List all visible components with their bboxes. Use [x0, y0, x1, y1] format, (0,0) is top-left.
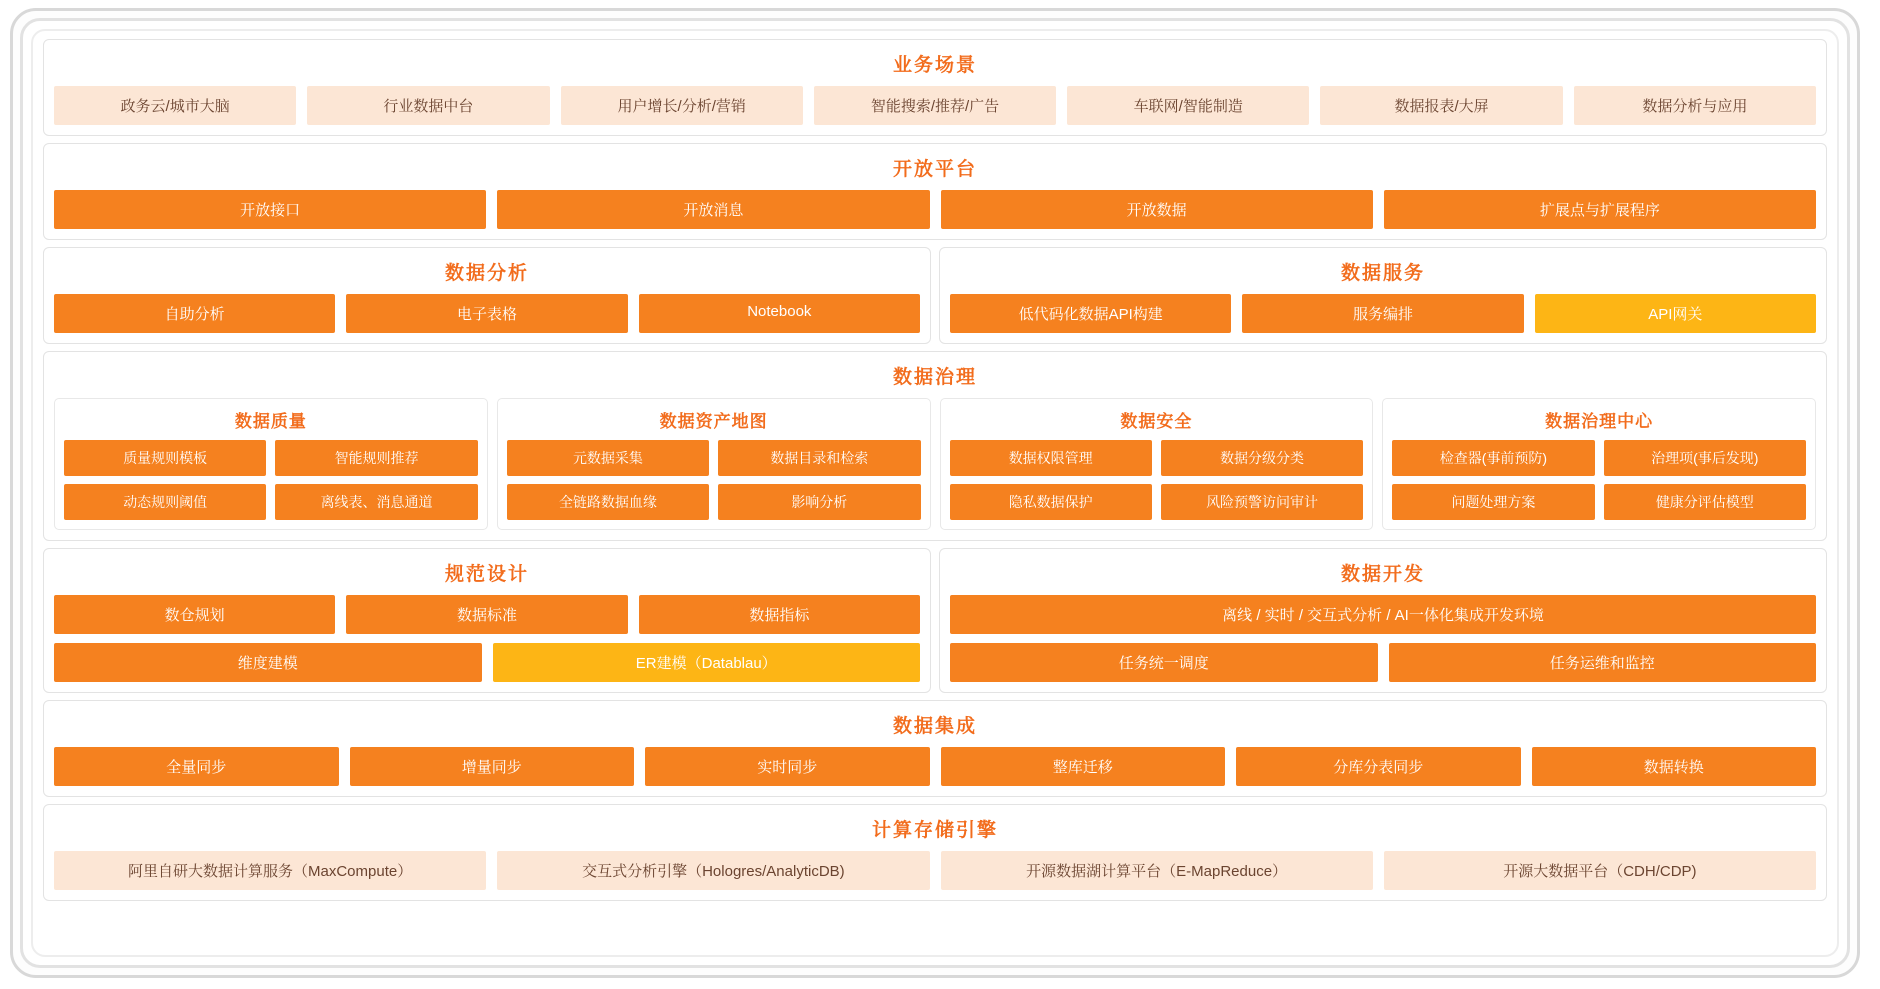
- standard-design-item[interactable]: 数据指标: [639, 595, 920, 634]
- data-service-row: [950, 294, 1816, 333]
- data-asset-map-item[interactable]: 影响分析: [718, 484, 920, 520]
- group-title-data-governance-center: 数据治理中心: [1545, 412, 1654, 431]
- group-data-security: [940, 398, 1374, 530]
- data-governance-center-item[interactable]: 健康分评估模型: [1604, 484, 1806, 520]
- data-development-row-1: [950, 595, 1816, 634]
- group-title-data-asset-map: 数据资产地图: [659, 412, 768, 431]
- data-governance-center-row: [1392, 484, 1806, 520]
- layer-open-platform: [43, 143, 1827, 240]
- data-quality-item[interactable]: 质量规则模板: [64, 440, 266, 476]
- data-quality-row: [64, 440, 478, 476]
- open-platform-item[interactable]: 扩展点与扩展程序: [1384, 190, 1816, 229]
- data-security-item[interactable]: 隐私数据保护: [950, 484, 1152, 520]
- open-platform-item[interactable]: 开放消息: [497, 190, 929, 229]
- open-platform-item[interactable]: 开放数据: [941, 190, 1373, 229]
- layer-title-compute-storage-engine: 计算存储引擎: [871, 820, 998, 841]
- layer-title-data-development: 数据开发: [1340, 564, 1425, 585]
- layer-data-analysis: [43, 247, 931, 344]
- design-development-split: [43, 548, 1827, 693]
- layer-title-data-governance: 数据治理: [892, 367, 977, 388]
- data-quality-item[interactable]: 智能规则推荐: [275, 440, 477, 476]
- data-integration-item[interactable]: 整库迁移: [941, 747, 1226, 786]
- open-platform-item[interactable]: 开放接口: [54, 190, 486, 229]
- data-asset-map-item[interactable]: 元数据采集: [507, 440, 709, 476]
- business-item[interactable]: 用户增长/分析/营销: [561, 86, 803, 125]
- compute-storage-item[interactable]: 开源大数据平台（CDH/CDP): [1384, 851, 1816, 890]
- data-security-row: [950, 484, 1364, 520]
- diagram-inner-frame: [31, 29, 1839, 957]
- layer-title-data-analysis: 数据分析: [444, 263, 529, 284]
- data-analysis-item[interactable]: Notebook: [639, 294, 920, 333]
- group-data-governance-center: [1382, 398, 1816, 530]
- data-integration-item[interactable]: 增量同步: [350, 747, 635, 786]
- business-item[interactable]: 智能搜索/推荐/广告: [814, 86, 1056, 125]
- business-item[interactable]: 行业数据中台: [307, 86, 549, 125]
- layer-title-standard-design: 规范设计: [444, 564, 529, 585]
- layer-title-business-scenarios: 业务场景: [892, 55, 977, 76]
- data-governance-groups: [54, 398, 1816, 530]
- standard-design-row-1: [54, 595, 920, 634]
- data-quality-item[interactable]: 动态规则阈值: [64, 484, 266, 520]
- business-scenarios-row: [54, 86, 1816, 125]
- data-governance-center-item[interactable]: 检查器(事前预防): [1392, 440, 1594, 476]
- data-integration-item[interactable]: 全量同步: [54, 747, 339, 786]
- group-data-asset-map: [497, 398, 931, 530]
- data-security-item[interactable]: 数据分级分类: [1161, 440, 1363, 476]
- layer-title-data-integration: 数据集成: [892, 716, 977, 737]
- group-title-data-quality: 数据质量: [234, 412, 307, 431]
- standard-design-item[interactable]: 维度建模: [54, 643, 482, 682]
- group-title-data-security: 数据安全: [1120, 412, 1193, 431]
- data-analysis-item[interactable]: 自助分析: [54, 294, 335, 333]
- layer-standard-design: [43, 548, 931, 693]
- data-governance-center-item[interactable]: 问题处理方案: [1392, 484, 1594, 520]
- data-asset-map-row: [507, 484, 921, 520]
- data-security-row: [950, 440, 1364, 476]
- layer-compute-storage-engine: [43, 804, 1827, 901]
- compute-storage-item[interactable]: 开源数据湖计算平台（E-MapReduce）: [941, 851, 1373, 890]
- data-asset-map-row: [507, 440, 921, 476]
- compute-storage-row: [54, 851, 1816, 890]
- business-item[interactable]: 车联网/智能制造: [1067, 86, 1309, 125]
- group-data-quality: [54, 398, 488, 530]
- data-development-row-2: [950, 643, 1816, 682]
- compute-storage-item[interactable]: 交互式分析引擎（Hologres/AnalyticDB): [497, 851, 929, 890]
- layer-data-integration: [43, 700, 1827, 797]
- layer-business-scenarios: [43, 39, 1827, 136]
- standard-design-item[interactable]: 数据标准: [346, 595, 627, 634]
- standard-design-item[interactable]: 数仓规划: [54, 595, 335, 634]
- data-governance-center-item[interactable]: 治理项(事后发现): [1604, 440, 1806, 476]
- data-integration-item[interactable]: 数据转换: [1532, 747, 1817, 786]
- data-development-item-ide[interactable]: 离线 / 实时 / 交互式分析 / AI一体化集成开发环境: [950, 595, 1816, 634]
- data-service-item-api-gateway[interactable]: API网关: [1535, 294, 1816, 333]
- data-integration-row: [54, 747, 1816, 786]
- data-development-item[interactable]: 任务运维和监控: [1389, 643, 1817, 682]
- open-platform-row: [54, 190, 1816, 229]
- standard-design-item-er-modeling[interactable]: ER建模（Datablau）: [493, 643, 921, 682]
- data-service-item[interactable]: 低代码化数据API构建: [950, 294, 1231, 333]
- business-item[interactable]: 数据分析与应用: [1574, 86, 1816, 125]
- data-quality-row: [64, 484, 478, 520]
- data-development-item[interactable]: 任务统一调度: [950, 643, 1378, 682]
- layer-data-governance: [43, 351, 1827, 541]
- data-security-item[interactable]: 风险预警访问审计: [1161, 484, 1363, 520]
- data-security-item[interactable]: 数据权限管理: [950, 440, 1152, 476]
- standard-design-row-2: [54, 643, 920, 682]
- business-item[interactable]: 政务云/城市大脑: [54, 86, 296, 125]
- business-item[interactable]: 数据报表/大屏: [1320, 86, 1562, 125]
- data-analysis-item[interactable]: 电子表格: [346, 294, 627, 333]
- data-service-item[interactable]: 服务编排: [1242, 294, 1523, 333]
- analysis-service-split: [43, 247, 1827, 344]
- data-asset-map-item[interactable]: 全链路数据血缘: [507, 484, 709, 520]
- layer-title-open-platform: 开放平台: [892, 159, 977, 180]
- data-asset-map-item[interactable]: 数据目录和检索: [718, 440, 920, 476]
- data-integration-item[interactable]: 分库分表同步: [1236, 747, 1521, 786]
- layer-data-service: [939, 247, 1827, 344]
- layer-title-data-service: 数据服务: [1340, 263, 1425, 284]
- layer-data-development: [939, 548, 1827, 693]
- data-quality-item[interactable]: 离线表、消息通道: [275, 484, 477, 520]
- data-analysis-row: [54, 294, 920, 333]
- data-governance-center-row: [1392, 440, 1806, 476]
- data-integration-item[interactable]: 实时同步: [645, 747, 930, 786]
- compute-storage-item[interactable]: 阿里自研大数据计算服务（MaxCompute）: [54, 851, 486, 890]
